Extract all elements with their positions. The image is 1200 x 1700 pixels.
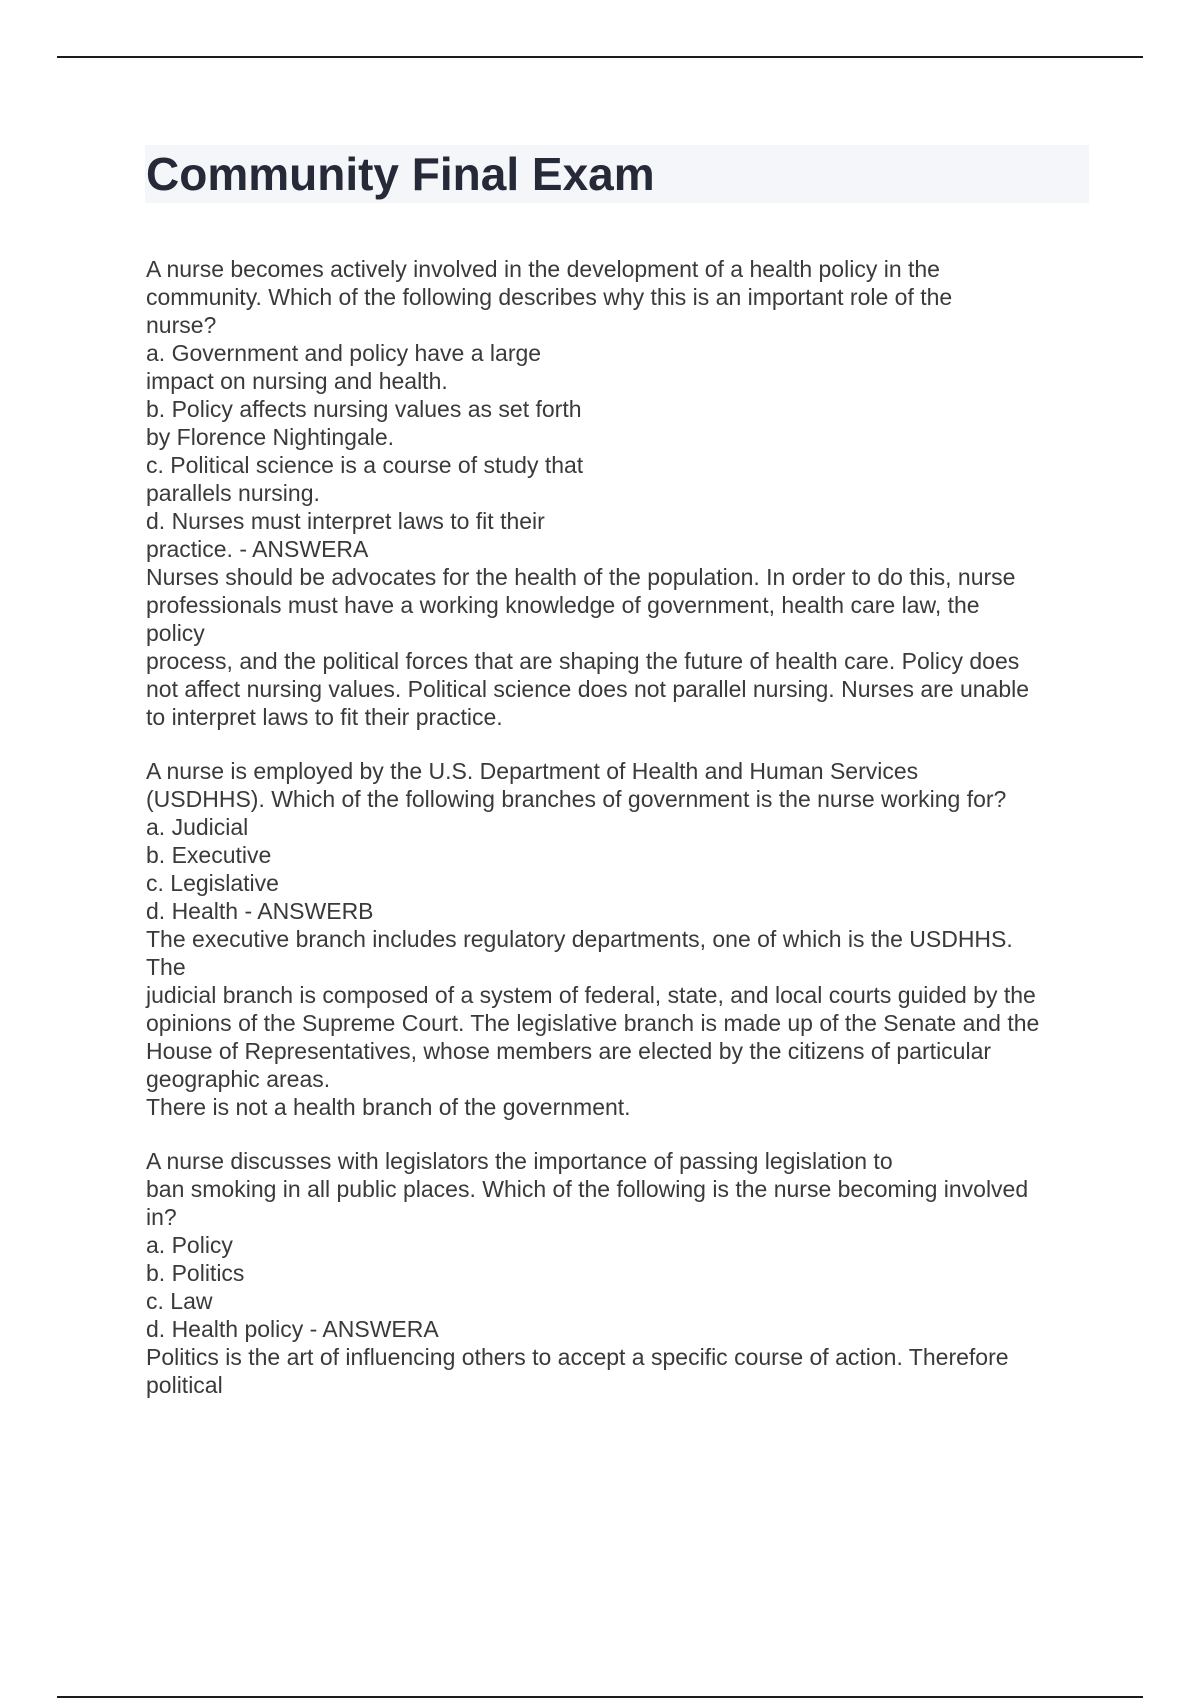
page-title: Community Final Exam: [146, 148, 655, 200]
text-line: A nurse discusses with legislators the importance of passing legislation to: [146, 1148, 893, 1174]
rationale-line: judicial branch is composed of a system of federal, state, and local courts guided by the: [146, 982, 1036, 1008]
rationale-line: Nurses should be advocates for the health of the population. In order to do this, nurse: [146, 564, 1016, 590]
answer-line: practice. - ANSWERA: [146, 536, 369, 562]
option-line: c. Political science is a course of study that: [146, 452, 584, 478]
question-block-3: [146, 1147, 1096, 1399]
rationale-line: The: [146, 954, 186, 980]
option-line: d. Nurses must interpret laws to fit their: [146, 508, 545, 534]
text-line: A nurse becomes actively involved in the development of a health policy in the: [146, 256, 940, 282]
rationale-line: professionals must have a working knowledge of government, health care law, the: [146, 592, 980, 618]
question-block-2: [146, 757, 1096, 1121]
rationale-line: opinions of the Supreme Court. The legislative branch is made up of the Senate and the: [146, 1010, 1040, 1036]
option-line: c. Law: [146, 1288, 213, 1314]
option-line: by Florence Nightingale.: [146, 424, 395, 450]
option-line: c. Legislative: [146, 870, 279, 896]
rationale-line: geographic areas.: [146, 1066, 331, 1092]
option-line: b. Policy affects nursing values as set forth: [146, 396, 582, 422]
text-line: (USDHHS). Which of the following branches of government is the nurse working for?: [146, 786, 1007, 812]
rationale-line: There is not a health branch of the government.: [146, 1094, 631, 1120]
rationale-line: The executive branch includes regulatory departments, one of which is the USDHHS.: [146, 926, 1013, 952]
document-body: [146, 255, 1096, 1425]
rationale-line: process, and the political forces that are shaping the future of health care. Policy does: [146, 648, 1020, 674]
rationale-line: political: [146, 1372, 223, 1398]
rationale-line: to interpret laws to fit their practice.: [146, 704, 503, 730]
text-line: A nurse is employed by the U.S. Department of Health and Human Services: [146, 758, 919, 784]
rationale-line: House of Representatives, whose members are elected by the citizens of particular: [146, 1038, 992, 1064]
rationale-line: policy: [146, 620, 205, 646]
option-line: b. Executive: [146, 842, 272, 868]
option-line: a. Policy: [146, 1232, 233, 1258]
option-line: b. Politics: [146, 1260, 245, 1286]
footer-rule: [57, 1696, 1143, 1698]
rationale-line: Politics is the art of influencing others to accept a specific course of action. Therefore: [146, 1344, 1009, 1370]
rationale-line: not affect nursing values. Political science does not parallel nursing. Nurses are unable: [146, 676, 1030, 702]
option-line: a. Government and policy have a large: [146, 340, 542, 366]
header-rule: [57, 56, 1143, 58]
text-line: in?: [146, 1204, 177, 1230]
answer-line: d. Health - ANSWERB: [146, 898, 374, 924]
question-block-1: [146, 255, 1096, 731]
text-line: community. Which of the following describes why this is an important role of the: [146, 284, 953, 310]
option-line: impact on nursing and health.: [146, 368, 448, 394]
option-line: a. Judicial: [146, 814, 249, 840]
answer-line: d. Health policy - ANSWERA: [146, 1316, 439, 1342]
option-line: parallels nursing.: [146, 480, 320, 506]
text-line: ban smoking in all public places. Which of the following is the nurse becoming involved: [146, 1176, 1029, 1202]
text-line: nurse?: [146, 312, 217, 338]
